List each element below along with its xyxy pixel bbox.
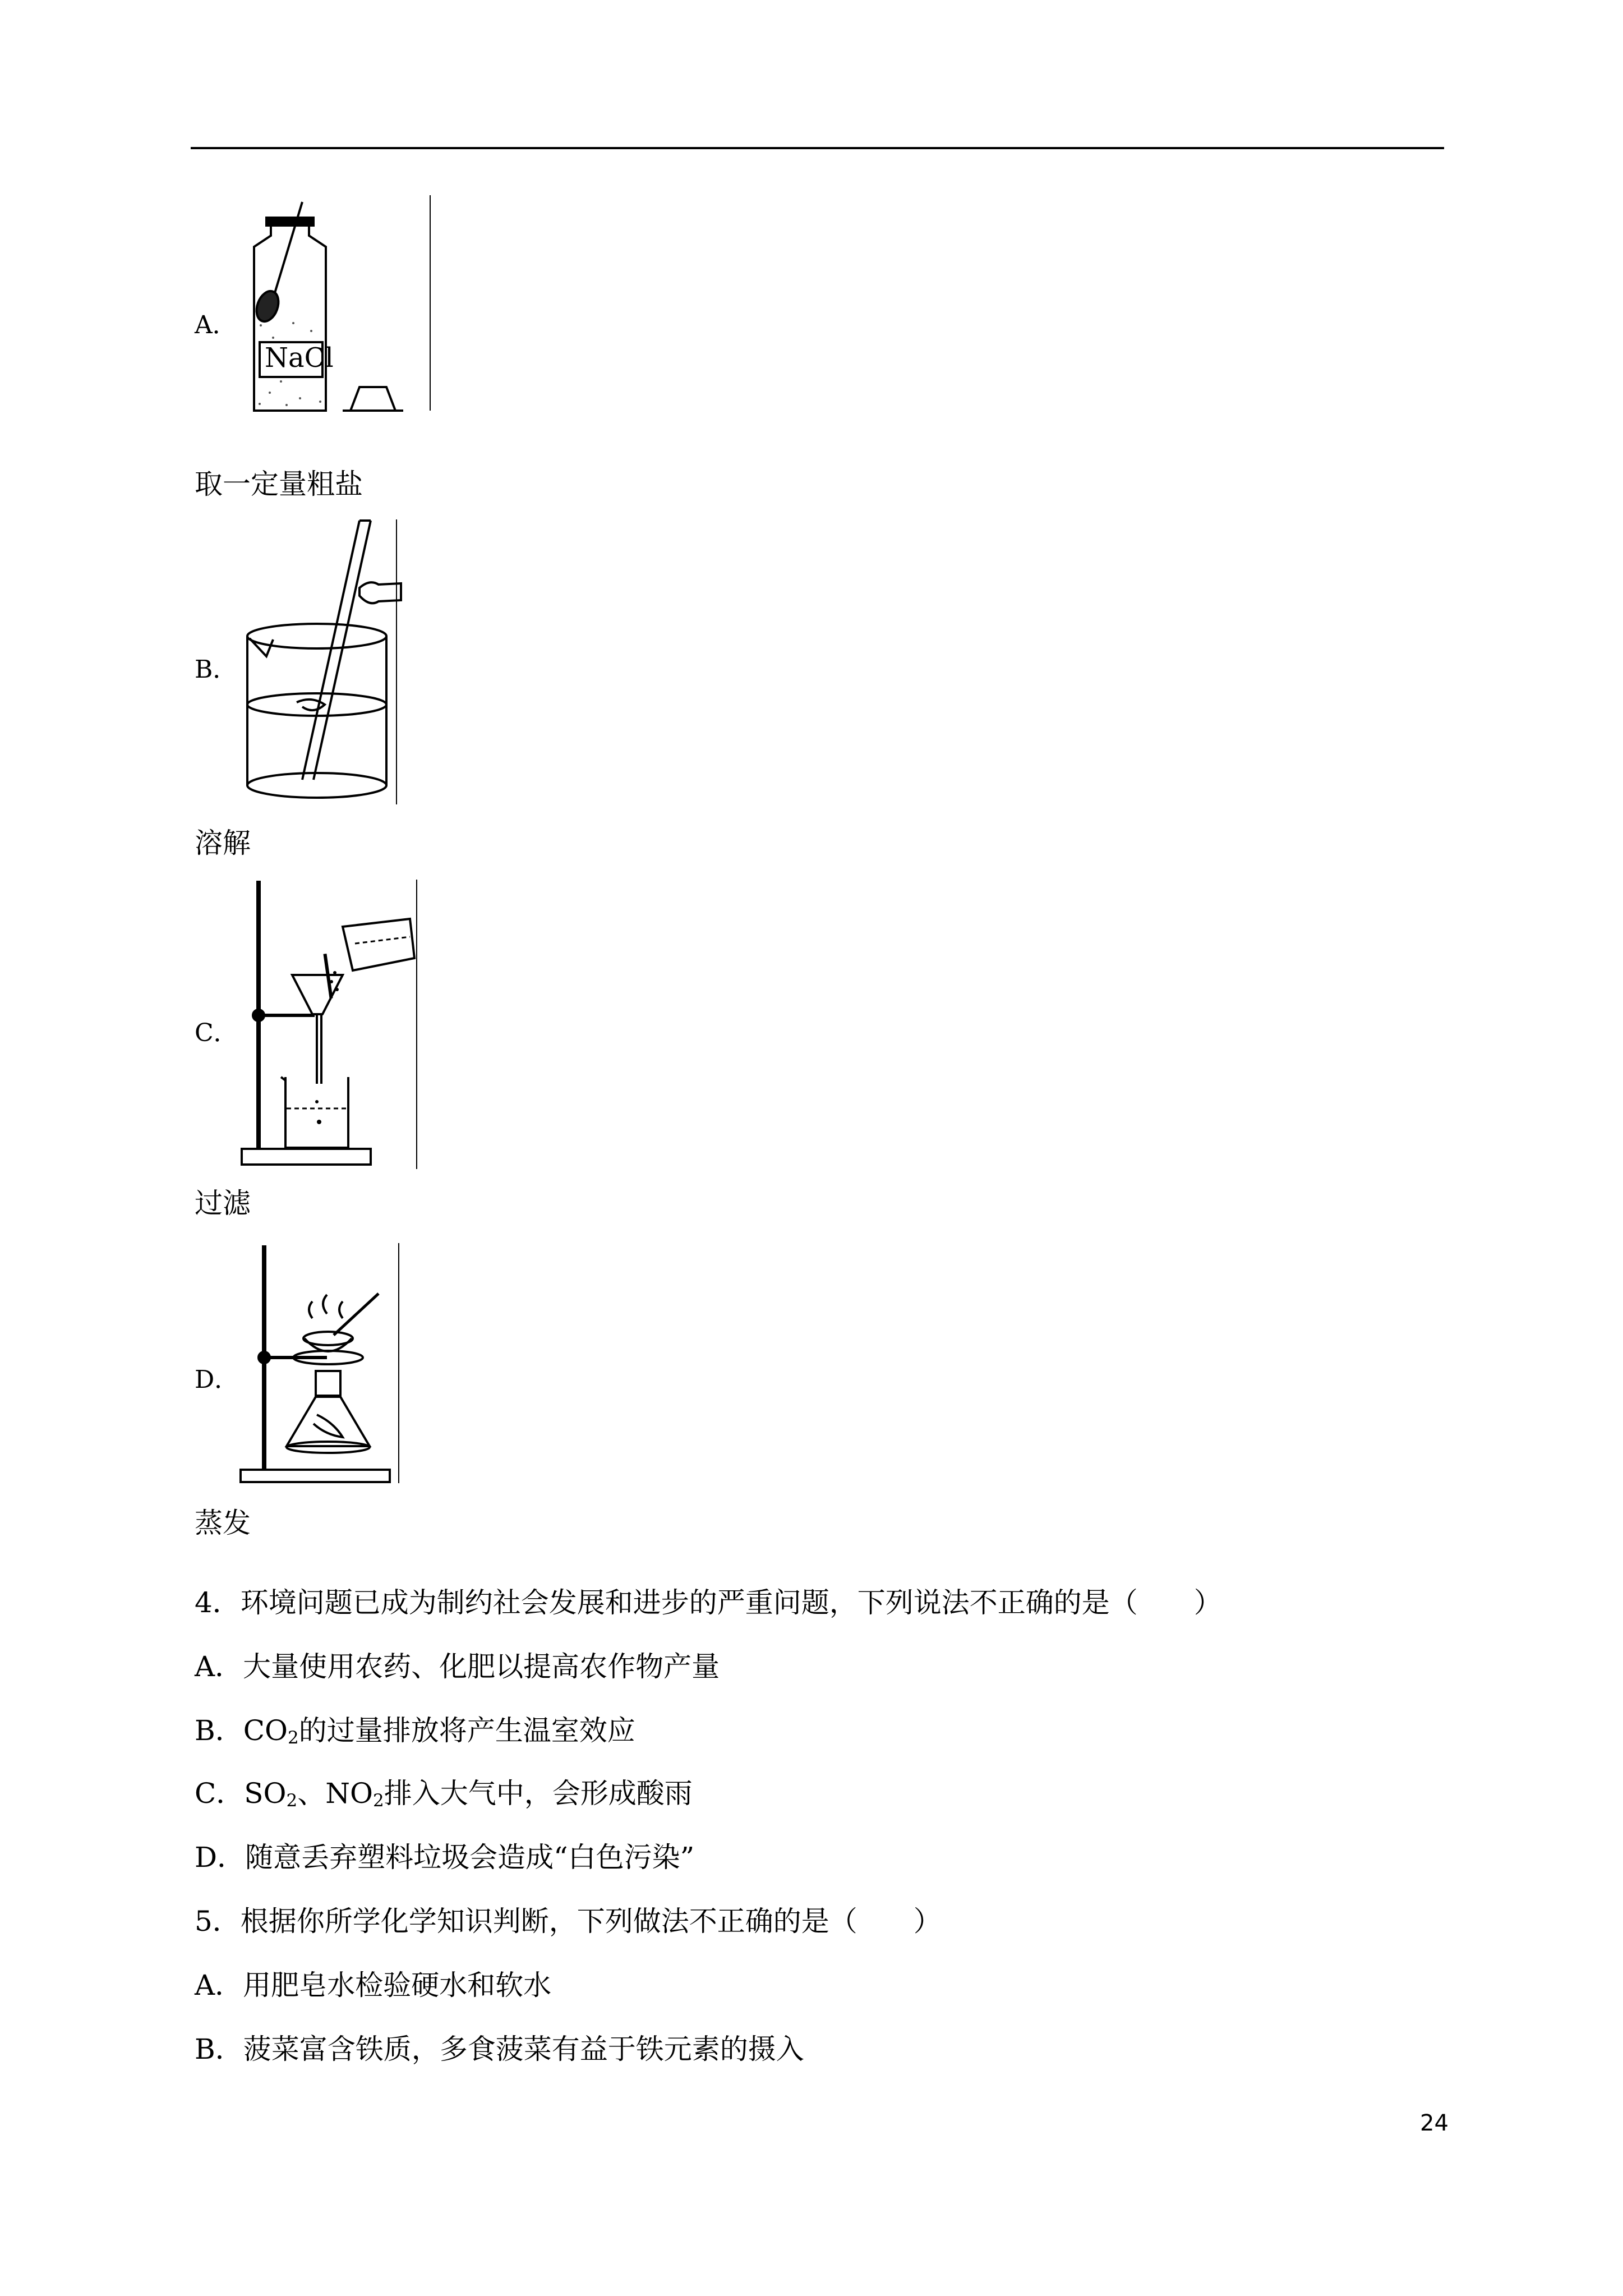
formula-text: 、NO xyxy=(297,1777,373,1810)
option-label: C． xyxy=(195,1777,245,1810)
option-label: D． xyxy=(195,1841,246,1874)
subscript: 2 xyxy=(288,1728,299,1749)
figure-b-dissolving-beaker xyxy=(233,516,407,808)
figure-c-caption: 过滤 xyxy=(195,1187,251,1220)
option-label: B． xyxy=(195,1714,243,1747)
figure-a-salt-jar xyxy=(233,191,440,415)
option-a-label: A． xyxy=(195,311,237,339)
page-number: 24 xyxy=(1420,2110,1449,2136)
header-rule xyxy=(191,147,1444,149)
option-c-label: C． xyxy=(195,1019,238,1047)
question-4-stem: 4．环境问题已成为制约社会发展和进步的严重问题，下列说法不正确的是（ ） xyxy=(195,1586,1222,1619)
formula-text: SO xyxy=(244,1777,287,1810)
figure-d-evaporation-setup xyxy=(233,1240,407,1487)
figure-a-caption: 取一定量粗盐 xyxy=(195,468,363,500)
option-text: 随意丢弃塑料垃圾会造成“白色污染” xyxy=(245,1841,695,1874)
option-label: A． xyxy=(195,1969,243,2001)
option-b-label: B． xyxy=(195,655,238,684)
question-4-option-b xyxy=(195,1714,635,1749)
option-text: 大量使用农药、化肥以提高农作物产量 xyxy=(243,1650,720,1683)
option-text: 菠菜富含铁质，多食菠菜有益于铁元素的摄入 xyxy=(243,2033,804,2065)
jar-label-nacl: NaCl xyxy=(265,342,334,374)
question-5-stem: 5．根据你所学化学知识判断，下列做法不正确的是（ ） xyxy=(195,1905,942,1938)
formula-text: CO xyxy=(243,1714,288,1747)
option-d-label: D． xyxy=(195,1365,239,1394)
subscript: 2 xyxy=(286,1791,298,1811)
figure-b-caption: 溶解 xyxy=(195,827,251,859)
option-label: B． xyxy=(195,2033,243,2065)
figure-d-caption: 蒸发 xyxy=(195,1507,251,1539)
option-text: 排入大气中，会形成酸雨 xyxy=(384,1777,693,1810)
option-text: 的过量排放将产生温室效应 xyxy=(298,1714,635,1747)
question-4-option-a xyxy=(195,1650,720,1683)
question-4-option-c xyxy=(195,1779,693,1810)
question-5-option-b xyxy=(195,2035,804,2063)
option-text: 用肥皂水检验硬水和软水 xyxy=(243,1969,552,2001)
question-5-option-a xyxy=(195,1971,551,1999)
figure-c-filtration-setup xyxy=(233,875,423,1172)
option-label: A． xyxy=(195,1650,243,1683)
question-4-option-d xyxy=(195,1841,695,1874)
subscript: 2 xyxy=(373,1791,384,1811)
